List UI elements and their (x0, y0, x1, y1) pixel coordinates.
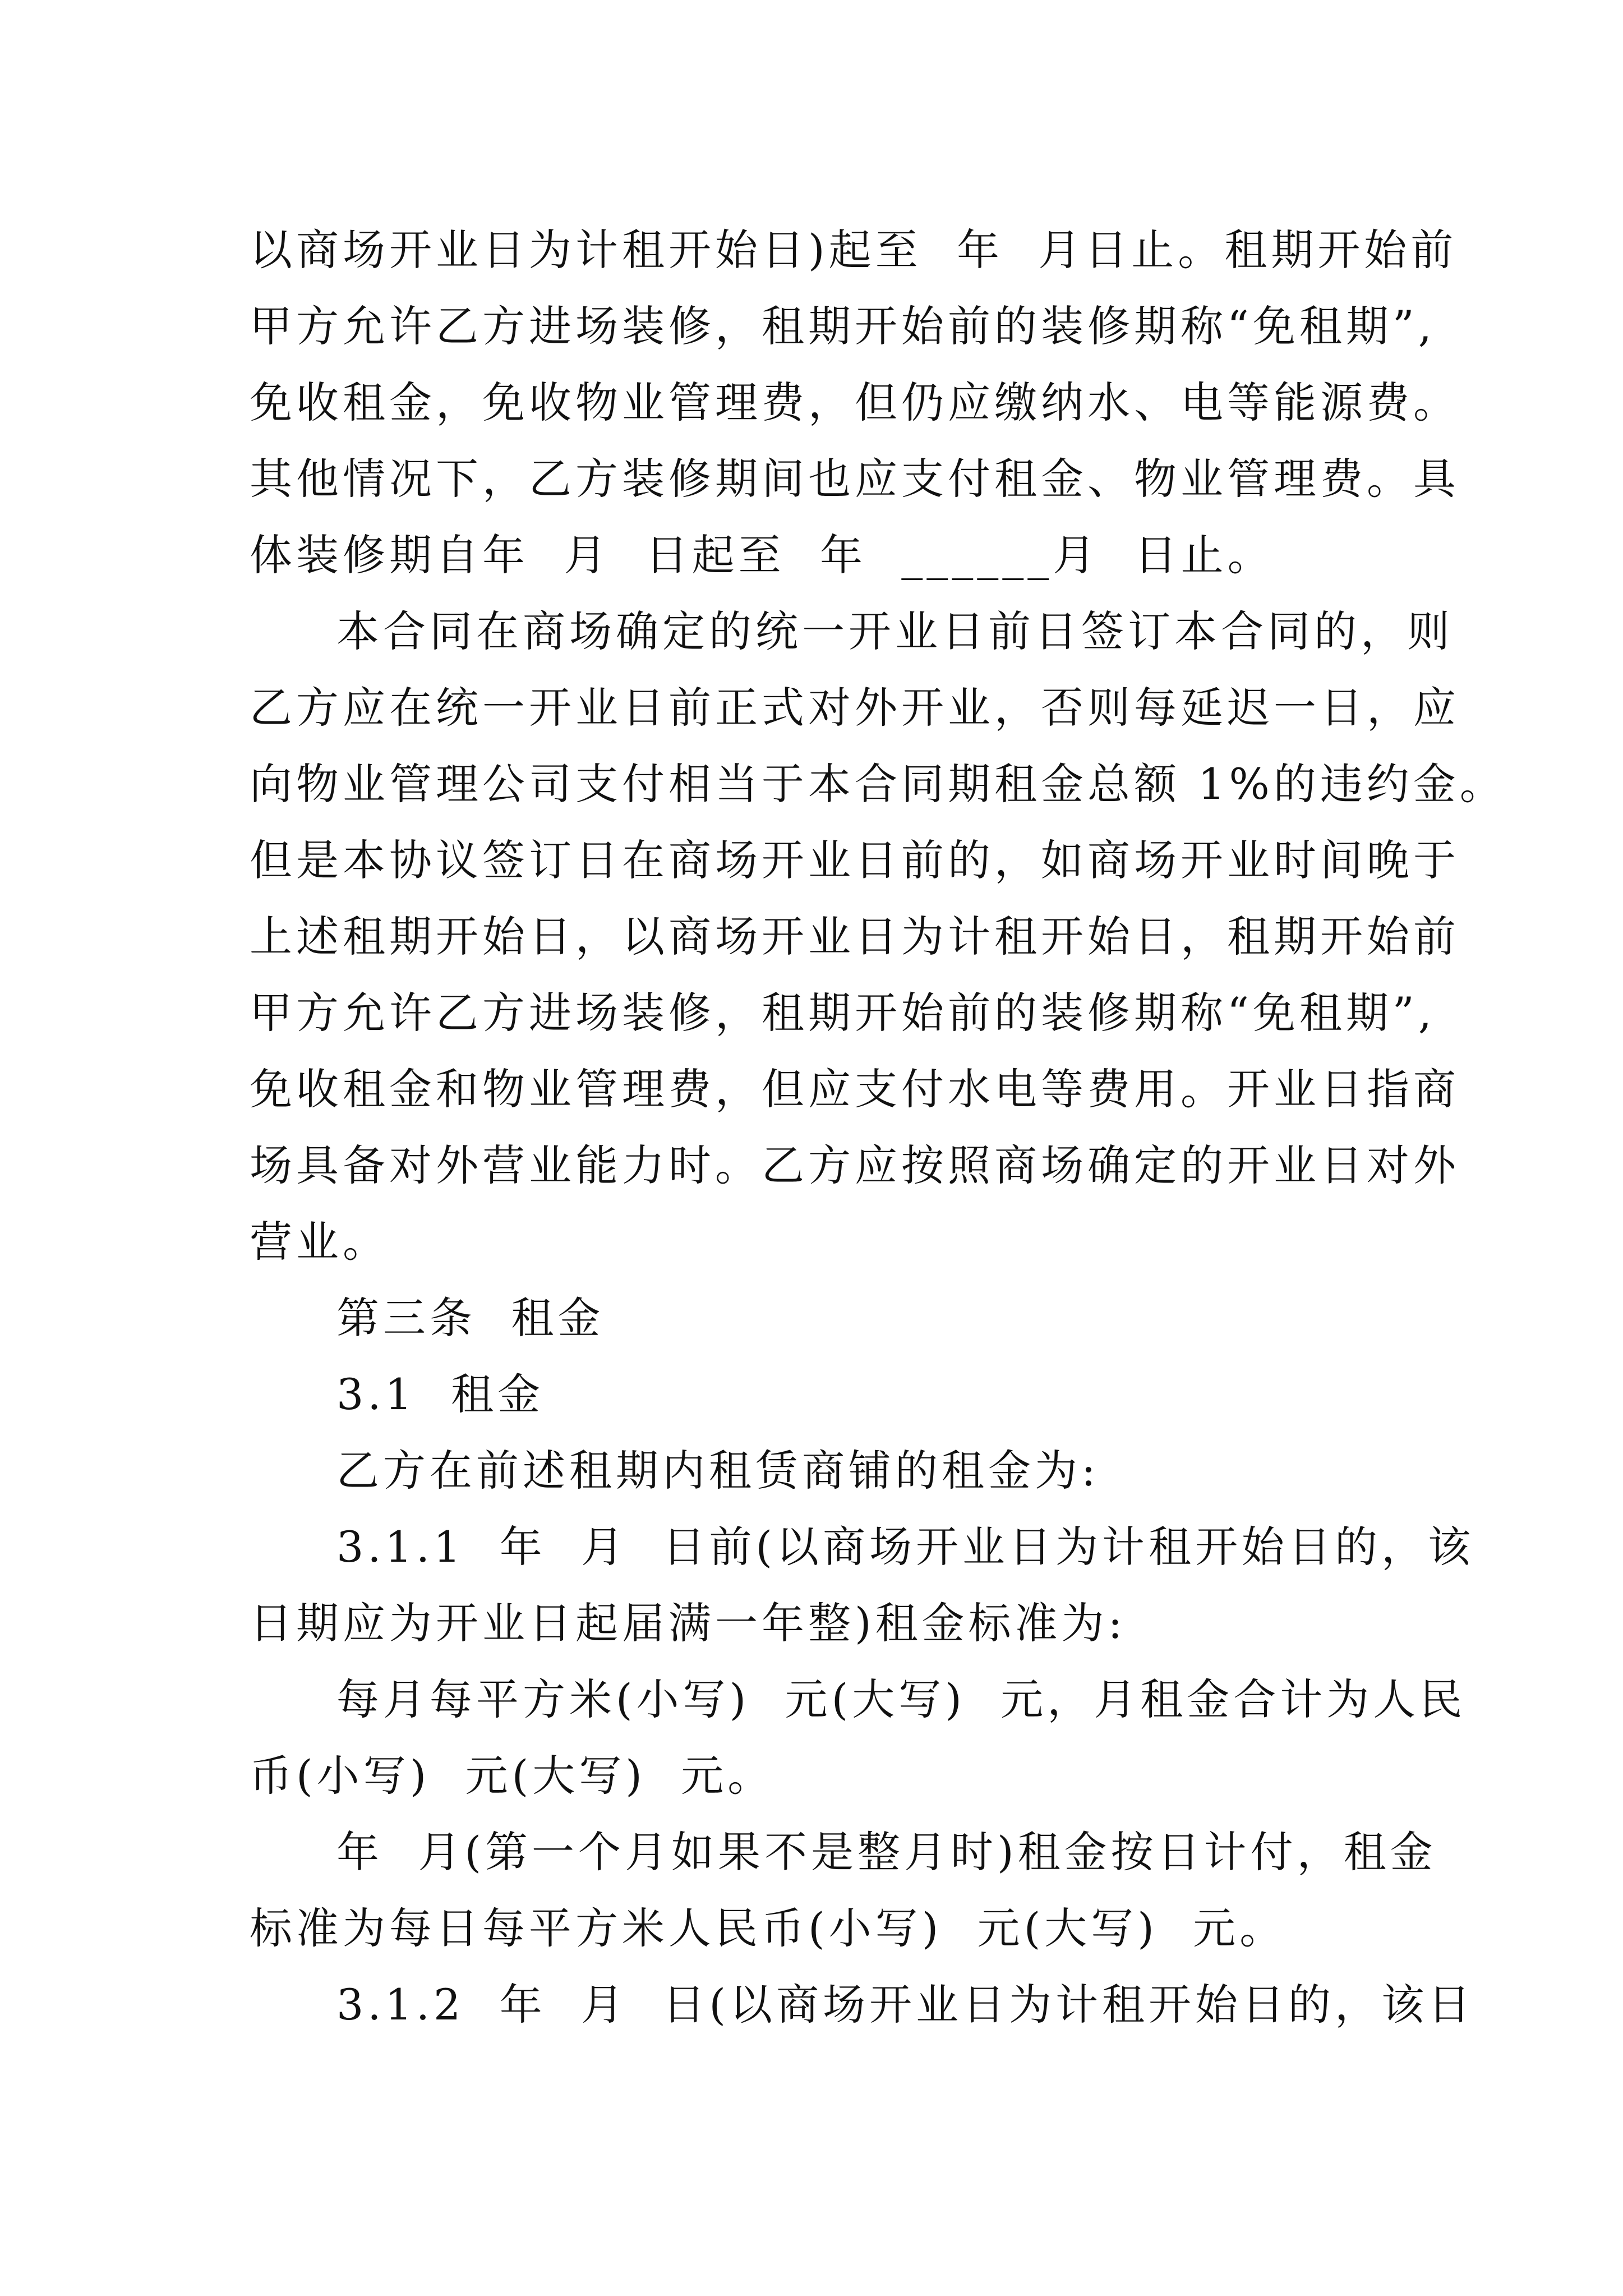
text-line: 每月每平方米(小写) 元(大写) 元，月租金合计为人民 (336, 1674, 1467, 1724)
text-line: 场具备对外营业能力时。乙方应按照商场确定的开业日对外 (250, 1140, 1460, 1190)
text-line: 上述租期开始日，以商场开业日为计租开始日，租期开始前 (250, 912, 1460, 961)
text-line: 免收租金，免收物业管理费，但仍应缴纳水、电等能源费。 (250, 378, 1460, 427)
text-line: 本合同在商场确定的统一开业日前日签订本合同的，则 (336, 606, 1454, 656)
text-line: 乙方在前述租期内租赁商铺的租金为: (336, 1446, 1100, 1496)
text-line: 甲方允许乙方进场装修，租期开始前的装修期称“免租期”, (250, 988, 1436, 1038)
text-line: 免收租金和物业管理费，但应支付水电等费用。开业日指商 (250, 1064, 1460, 1114)
text-line: 体装修期自年 月 日起至 年 ______月 日止。 (250, 530, 1274, 580)
text-line: 向物业管理公司支付相当于本合同期租金总额 1%的违约金。 (250, 759, 1506, 809)
contract-body-text (250, 212, 1506, 2043)
text-line: 3.1.2 年 月 日(以商场开业日为计租开始日的，该日 (336, 1980, 1474, 2030)
text-line: 但是本协议签订日在商场开业日前的，如商场开业时间晚于 (250, 835, 1460, 885)
text-line: 日期应为开业日起届满一年整)租金标准为: (250, 1598, 1127, 1648)
text-line: 年 月(第一个月如果不是整月时)租金按日计付，租金 (336, 1827, 1437, 1877)
text-line: 3.1 租金 (336, 1369, 545, 1419)
text-line: 币(小写) 元(大写) 元。 (250, 1751, 774, 1801)
text-line: 其他情况下，乙方装修期间也应支付租金、物业管理费。具 (250, 454, 1460, 504)
text-line: 甲方允许乙方进场装修，租期开始前的装修期称“免租期”, (250, 301, 1436, 351)
text-line: 3.1.1 年 月 日前(以商场开业日为计租开始日的，该 (336, 1522, 1474, 1572)
text-line: 营业。 (250, 1217, 389, 1267)
text-line: 乙方应在统一开业日前正式对外开业，否则每延迟一日，应 (250, 683, 1460, 733)
text-line: 以商场开业日为计租开始日)起至 年 月日止。租期开始前 (250, 225, 1458, 275)
text-line: 第三条 租金 (336, 1293, 605, 1343)
text-line: 标准为每日每平方米人民币(小写) 元(大写) 元。 (250, 1903, 1287, 1953)
